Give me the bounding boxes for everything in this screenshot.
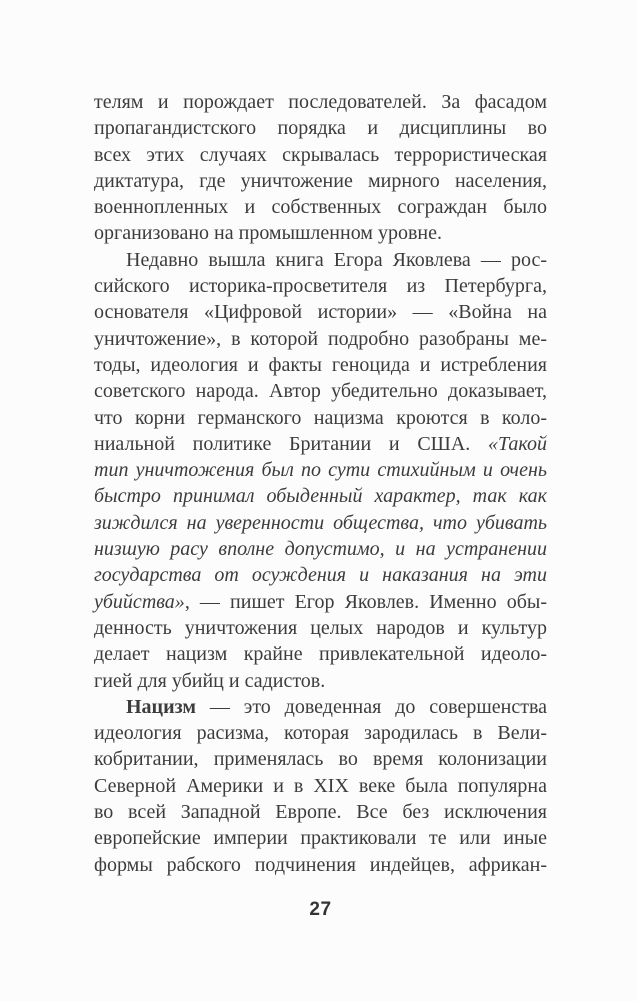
text-segment: что корни германского нацизма кроются в коло- [94, 406, 547, 429]
text-segment: организовано на промышленном уровне. [94, 222, 442, 245]
text-line [94, 720, 547, 746]
italic-text-segment: «Такой [488, 432, 547, 455]
text-segment: основателя «Цифровой истории» — «Война на [94, 301, 547, 324]
text-line [94, 773, 547, 799]
text-line [94, 562, 547, 588]
text-segment: советского народа. Автор убедительно доказывает, [94, 380, 547, 403]
text-line [94, 352, 547, 378]
text-segment: тоды, идеология и факты геноцида и истребления [94, 353, 547, 376]
text-segment: сийского историка-просветителя из Петербурга, [94, 275, 547, 298]
text-segment: идеология расизма, которая зародилась в Вели- [94, 722, 547, 745]
text-line [94, 378, 547, 404]
text-segment: во всей Западной Европе. Все без исключения [94, 801, 547, 824]
text-segment: , — пишет Егор Яковлев. Именно обы- [184, 590, 547, 613]
text-line [94, 536, 547, 562]
italic-text-segment: низшую расу вполне допустимо, и на устранении [94, 538, 547, 561]
italic-text-segment: государства от осуждения и наказания на эти [94, 564, 547, 587]
text-line [94, 825, 547, 851]
italic-text-segment: убийства» [94, 590, 185, 613]
paragraph [94, 694, 547, 878]
text-segment: — это доведенная до совершенства [195, 695, 547, 718]
bold-text-segment: Нацизм [126, 695, 196, 718]
text-line [94, 220, 547, 246]
italic-text-segment: зиждился на уверенности общества, что убивать [94, 511, 547, 534]
text-line [94, 431, 547, 457]
text-line [94, 799, 547, 825]
text-segment: диктатура, где уничтожение мирного населения, [94, 169, 547, 192]
text-line [94, 89, 547, 115]
text-line [94, 194, 547, 220]
text-segment: ниальной политике Британии и США. [94, 432, 488, 455]
text-line [94, 168, 547, 194]
italic-text-segment: тип уничтожения был по сути стихийным и очень [94, 459, 547, 482]
text-line [94, 615, 547, 641]
text-line [94, 746, 547, 772]
text-line [94, 247, 547, 273]
text-line [94, 405, 547, 431]
page-text [94, 89, 547, 878]
text-segment: Недавно вышла книга Егора Яковлева — рос- [126, 248, 547, 271]
text-line [94, 483, 547, 509]
text-segment: гией для убийц и садистов. [94, 669, 326, 692]
text-segment: всех этих случаях скрывалась террористическая [94, 143, 547, 166]
text-line [94, 641, 547, 667]
paragraph [94, 247, 547, 694]
text-segment: уничтожение», в которой подробно разобраны ме- [94, 327, 547, 350]
text-line [94, 115, 547, 141]
text-segment: телям и порождает последователей. За фасадом [94, 91, 547, 113]
text-line [94, 273, 547, 299]
text-line [94, 694, 547, 720]
text-segment: формы рабского подчинения индейцев, африкан- [94, 853, 547, 876]
text-segment: кобритании, применялась во время колонизации [94, 748, 547, 771]
paragraph [94, 89, 547, 247]
text-line [94, 299, 547, 325]
text-line [94, 589, 547, 615]
text-segment: денность уничтожения целых народов и культур [94, 616, 547, 639]
text-line [94, 142, 547, 168]
page-number: 27 [309, 898, 332, 920]
text-segment: делает нацизм крайне привлекательной идеоло- [94, 643, 547, 666]
text-line [94, 457, 547, 483]
text-segment: пропагандистского порядка и дисциплины во [94, 117, 547, 140]
text-line [94, 668, 547, 694]
text-line [94, 510, 547, 536]
text-line [94, 326, 547, 352]
italic-text-segment: быстро принимал обыденный характер, так как [94, 485, 547, 508]
text-line [94, 852, 547, 878]
text-segment: европейские империи практиковали те или иные [94, 827, 547, 850]
text-segment: Северной Америки и в XIX веке была популярна [94, 774, 547, 797]
text-segment: военнопленных и собственных сограждан было [94, 196, 547, 219]
